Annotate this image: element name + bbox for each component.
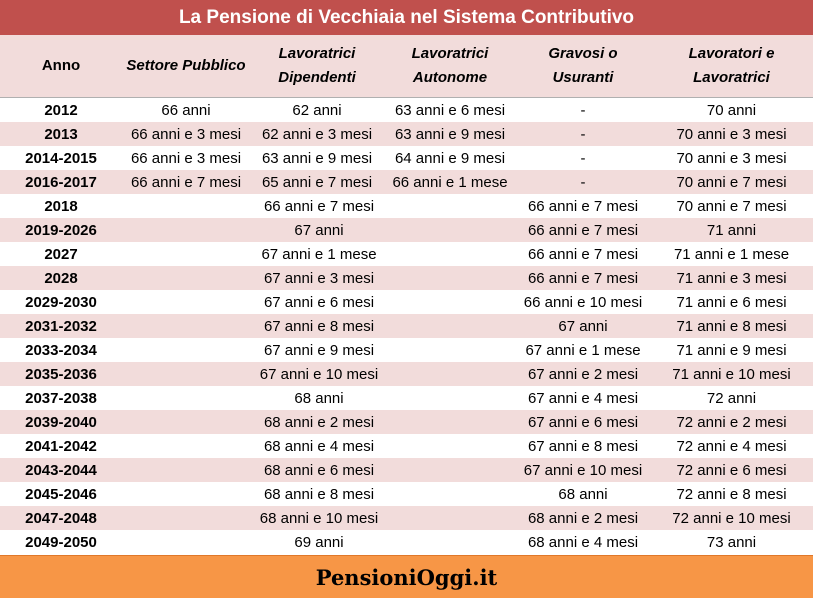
year-cell: 2037-2038 — [0, 386, 122, 410]
lavoratori-lavoratrici-cell: 72 anni e 10 mesi — [650, 506, 813, 530]
header-lavoratori-lavoratrici: Lavoratori e Lavoratrici — [650, 35, 813, 98]
gravosi-usuranti-cell: 67 anni e 2 mesi — [516, 362, 650, 386]
lavoratori-lavoratrici-cell: 70 anni e 3 mesi — [650, 122, 813, 146]
year-cell: 2035-2036 — [0, 362, 122, 386]
unified-requirement-cell: 67 anni e 1 mese — [122, 242, 516, 266]
year-cell: 2027 — [0, 242, 122, 266]
lavoratori-lavoratrici-cell: 70 anni e 7 mesi — [650, 170, 813, 194]
settore-pubblico-cell: 66 anni e 3 mesi — [122, 146, 250, 170]
table-title: La Pensione di Vecchiaia nel Sistema Contributivo — [0, 0, 813, 35]
settore-pubblico-cell: 66 anni e 7 mesi — [122, 170, 250, 194]
table-row — [0, 314, 813, 338]
year-cell: 2019-2026 — [0, 218, 122, 242]
lavoratori-lavoratrici-cell: 72 anni e 4 mesi — [650, 434, 813, 458]
lavoratori-lavoratrici-cell: 71 anni — [650, 218, 813, 242]
lavoratori-lavoratrici-cell: 71 anni e 1 mese — [650, 242, 813, 266]
unified-requirement-cell: 68 anni e 2 mesi — [122, 410, 516, 434]
gravosi-usuranti-cell: - — [516, 170, 650, 194]
gravosi-usuranti-cell: 68 anni e 4 mesi — [516, 530, 650, 554]
table-row — [0, 242, 813, 266]
unified-requirement-cell: 68 anni e 6 mesi — [122, 458, 516, 482]
lavoratrici-dipendenti-cell: 63 anni e 9 mesi — [250, 146, 384, 170]
gravosi-usuranti-cell: 68 anni — [516, 482, 650, 506]
lavoratori-lavoratrici-cell: 71 anni e 8 mesi — [650, 314, 813, 338]
table-row — [0, 410, 813, 434]
table-row — [0, 194, 813, 218]
lavoratrici-dipendenti-cell: 65 anni e 7 mesi — [250, 170, 384, 194]
header-gravosi-usuranti: Gravosi o Usuranti — [516, 35, 650, 98]
gravosi-usuranti-cell: 66 anni e 7 mesi — [516, 194, 650, 218]
year-cell: 2033-2034 — [0, 338, 122, 362]
gravosi-usuranti-cell: - — [516, 122, 650, 146]
lavoratori-lavoratrici-cell: 70 anni e 3 mesi — [650, 146, 813, 170]
table-body — [0, 98, 813, 555]
lavoratori-lavoratrici-cell: 70 anni — [650, 98, 813, 123]
gravosi-usuranti-cell: 67 anni e 4 mesi — [516, 386, 650, 410]
year-cell: 2018 — [0, 194, 122, 218]
table-row — [0, 434, 813, 458]
year-cell: 2039-2040 — [0, 410, 122, 434]
pension-table — [0, 35, 813, 554]
header-anno: Anno — [0, 35, 122, 98]
table-row — [0, 218, 813, 242]
unified-requirement-cell: 67 anni e 8 mesi — [122, 314, 516, 338]
year-cell: 2013 — [0, 122, 122, 146]
table-row — [0, 290, 813, 314]
gravosi-usuranti-cell: - — [516, 98, 650, 123]
table-row — [0, 458, 813, 482]
header-lavoratrici-dipendenti: Lavoratrici Dipendenti — [250, 35, 384, 98]
gravosi-usuranti-cell: 67 anni e 1 mese — [516, 338, 650, 362]
year-cell: 2014-2015 — [0, 146, 122, 170]
lavoratori-lavoratrici-cell: 71 anni e 10 mesi — [650, 362, 813, 386]
year-cell: 2043-2044 — [0, 458, 122, 482]
year-cell: 2029-2030 — [0, 290, 122, 314]
gravosi-usuranti-cell: - — [516, 146, 650, 170]
unified-requirement-cell: 66 anni e 7 mesi — [122, 194, 516, 218]
table-row — [0, 338, 813, 362]
table-row — [0, 266, 813, 290]
unified-requirement-cell: 67 anni e 10 mesi — [122, 362, 516, 386]
gravosi-usuranti-cell: 66 anni e 7 mesi — [516, 218, 650, 242]
header-settore-pubblico: Settore Pubblico — [122, 35, 250, 98]
settore-pubblico-cell: 66 anni — [122, 98, 250, 123]
lavoratori-lavoratrici-cell: 72 anni e 2 mesi — [650, 410, 813, 434]
year-cell: 2049-2050 — [0, 530, 122, 554]
lavoratori-lavoratrici-cell: 72 anni — [650, 386, 813, 410]
year-cell: 2031-2032 — [0, 314, 122, 338]
unified-requirement-cell: 67 anni e 9 mesi — [122, 338, 516, 362]
year-cell: 2012 — [0, 98, 122, 123]
unified-requirement-cell: 67 anni — [122, 218, 516, 242]
table-row — [0, 146, 813, 170]
gravosi-usuranti-cell: 66 anni e 7 mesi — [516, 242, 650, 266]
lavoratori-lavoratrici-cell: 71 anni e 3 mesi — [650, 266, 813, 290]
gravosi-usuranti-cell: 67 anni e 8 mesi — [516, 434, 650, 458]
header-row — [0, 35, 813, 98]
gravosi-usuranti-cell: 67 anni e 6 mesi — [516, 410, 650, 434]
lavoratrici-autonome-cell: 63 anni e 9 mesi — [384, 122, 516, 146]
unified-requirement-cell: 67 anni e 3 mesi — [122, 266, 516, 290]
unified-requirement-cell: 68 anni e 10 mesi — [122, 506, 516, 530]
year-cell: 2016-2017 — [0, 170, 122, 194]
table-row — [0, 170, 813, 194]
lavoratrici-dipendenti-cell: 62 anni — [250, 98, 384, 123]
year-cell: 2028 — [0, 266, 122, 290]
gravosi-usuranti-cell: 68 anni e 2 mesi — [516, 506, 650, 530]
unified-requirement-cell: 69 anni — [122, 530, 516, 554]
table-row — [0, 98, 813, 123]
lavoratori-lavoratrici-cell: 70 anni e 7 mesi — [650, 194, 813, 218]
gravosi-usuranti-cell: 67 anni e 10 mesi — [516, 458, 650, 482]
lavoratrici-dipendenti-cell: 62 anni e 3 mesi — [250, 122, 384, 146]
table-row — [0, 530, 813, 554]
lavoratori-lavoratrici-cell: 72 anni e 8 mesi — [650, 482, 813, 506]
lavoratrici-autonome-cell: 63 anni e 6 mesi — [384, 98, 516, 123]
source-footer: PensioniOggi.it — [0, 555, 813, 598]
year-cell: 2047-2048 — [0, 506, 122, 530]
settore-pubblico-cell: 66 anni e 3 mesi — [122, 122, 250, 146]
table-row — [0, 362, 813, 386]
table-row — [0, 482, 813, 506]
lavoratori-lavoratrici-cell: 71 anni e 6 mesi — [650, 290, 813, 314]
lavoratrici-autonome-cell: 66 anni e 1 mese — [384, 170, 516, 194]
unified-requirement-cell: 68 anni e 8 mesi — [122, 482, 516, 506]
table-row — [0, 122, 813, 146]
table-row — [0, 506, 813, 530]
lavoratori-lavoratrici-cell: 73 anni — [650, 530, 813, 554]
lavoratori-lavoratrici-cell: 71 anni e 9 mesi — [650, 338, 813, 362]
year-cell: 2041-2042 — [0, 434, 122, 458]
table-row — [0, 386, 813, 410]
gravosi-usuranti-cell: 66 anni e 10 mesi — [516, 290, 650, 314]
unified-requirement-cell: 68 anni — [122, 386, 516, 410]
year-cell: 2045-2046 — [0, 482, 122, 506]
unified-requirement-cell: 68 anni e 4 mesi — [122, 434, 516, 458]
lavoratori-lavoratrici-cell: 72 anni e 6 mesi — [650, 458, 813, 482]
gravosi-usuranti-cell: 66 anni e 7 mesi — [516, 266, 650, 290]
header-lavoratrici-autonome: Lavoratrici Autonome — [384, 35, 516, 98]
unified-requirement-cell: 67 anni e 6 mesi — [122, 290, 516, 314]
lavoratrici-autonome-cell: 64 anni e 9 mesi — [384, 146, 516, 170]
gravosi-usuranti-cell: 67 anni — [516, 314, 650, 338]
